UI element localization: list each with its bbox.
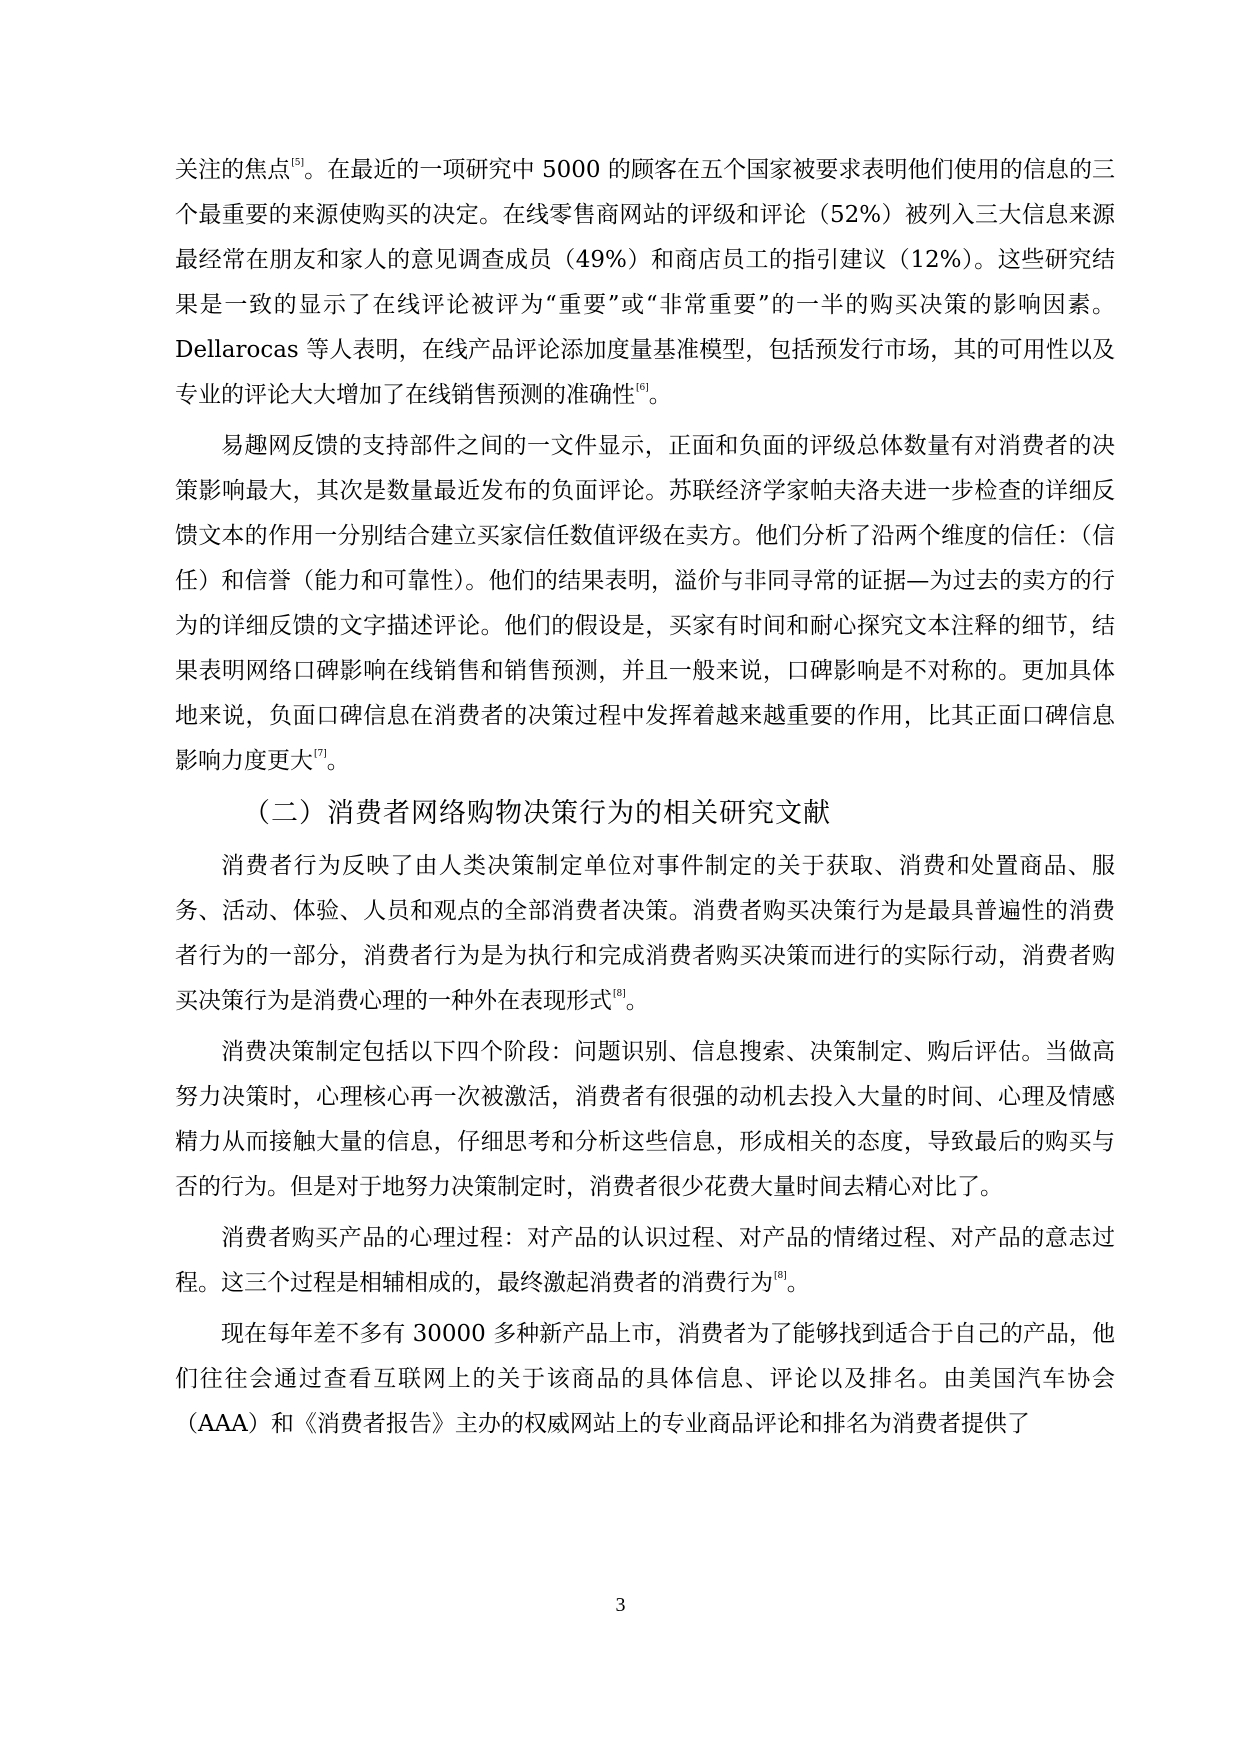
text-run: 。: [786, 1270, 810, 1296]
section-heading: （二）消费者网络购物决策行为的相关研究文献: [243, 798, 831, 829]
paragraph-6: [175, 1312, 1115, 1447]
citation-8: [8]: [774, 1271, 787, 1281]
text-run: 现在每年差不多有 30000 多种新产品上市，消费者为了能够找到适合于自己的产品，他们往往会通过查看互联网上的关于该商品的具体信息、评论以及排名。由美国汽车协会（AAA）和《消费者报告》主办的权威网站上的专业商品评论和排名为消费者提供了: [175, 1321, 1115, 1437]
text-run: 。: [648, 382, 672, 408]
citation-5: [5]: [291, 158, 305, 168]
text-run: 消费者行为反映了由人类决策制定单位对事件制定的关于获取、消费和处置商品、服务、活动、体验、人员和观点的全部消费者决策。消费者购买决策行为是最具普遍性的消费者行为的一部分，消费者行为是为执行和完成消费者购买决策而进行的实际行动，消费者购买决策行为是消费心理的一种外在表现形式: [175, 853, 1115, 1014]
paragraph-5: [175, 1216, 1115, 1306]
paragraph-2: [175, 424, 1115, 784]
citation-6: [6]: [636, 383, 649, 393]
text-run: 。: [326, 748, 350, 774]
paragraph-1: [175, 148, 1115, 418]
paragraph-3: [175, 844, 1115, 1024]
body-text: [175, 148, 1115, 1447]
text-run: 消费决策制定包括以下四个阶段：问题识别、信息搜索、决策制定、购后评估。当做高努力决策时，心理核心再一次被激活，消费者有很强的动机去投入大量的时间、心理及情感精力从而接触大量的信息，仔细思考和分析这些信息，形成相关的态度，导致最后的购买与否的行为。但是对于地努力决策制定时，消费者很少花费大量时间去精心对比了。: [175, 1039, 1115, 1200]
citation-8: [8]: [613, 989, 626, 999]
text-run: 。在最近的一项研究中 5000 的顾客在五个国家被要求表明他们使用的信息的三个最重要的来源使购买的决定。在线零售商网站的评级和评论（52%）被列入三大信息来源最经常在朋友和家人的意见调查成员（49%）和商店员工的指引建议（12%）。这些研究结果是一致的显示了在线评论被评为“重要”或“非常重要”的一半的购买决策的影响因素。Dellarocas 等人表明，在线产品评论添加度量基准模型，包括预发行市场，其的可用性以及专业的评论大大增加了在线销售预测的准确性: [175, 157, 1116, 408]
paragraph-4: [175, 1030, 1115, 1210]
text-run: 。: [625, 988, 649, 1014]
page-number: 3: [615, 1594, 626, 1616]
text-run: 消费者购买产品的心理过程：对产品的认识过程、对产品的情绪过程、对产品的意志过程。这三个过程是相辅相成的，最终激起消费者的消费行为: [175, 1225, 1115, 1296]
text-run: 易趣网反馈的支持部件之间的一文件显示，正面和负面的评级总体数量有对消费者的决策影响最大，其次是数量最近发布的负面评论。苏联经济学家帕夫洛夫进一步检查的详细反馈文本的作用一分别结合建立买家信任数值评级在卖方。他们分析了沿两个维度的信任：（信任）和信誉（能力和可靠性）。他们的结果表明，溢价与非同寻常的证据—为过去的卖方的行为的详细反馈的文字描述评论。他们的假设是，买家有时间和耐心探究文本注释的细节，结果表明网络口碑影响在线销售和销售预测，并且一般来说，口碑影响是不对称的。更加具体地来说，负面口碑信息在消费者的决策过程中发挥着越来越重要的作用，比其正面口碑信息影响力度更大: [175, 433, 1115, 774]
citation-7: [7]: [314, 749, 327, 759]
text-run: 关注的焦点: [175, 157, 291, 183]
